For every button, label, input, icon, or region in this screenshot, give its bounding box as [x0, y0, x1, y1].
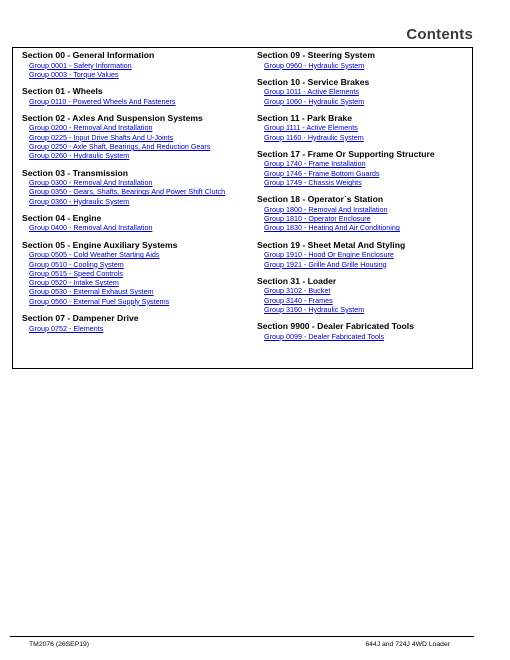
group-link[interactable]: Group 1749 - Chassis Weights: [264, 178, 362, 188]
toc-section: [257, 194, 471, 232]
section-title: Section 11 - Park Brake: [257, 112, 353, 123]
group-link[interactable]: Group 1746 - Frame Bottom Guards: [264, 168, 380, 178]
group-link[interactable]: Group 0225 - Input Drive Shafts And U-Joints: [29, 132, 174, 142]
section-title: Section 31 - Loader: [257, 275, 337, 286]
section-title: Section 01 - Wheels: [22, 86, 103, 97]
group-link[interactable]: Group 0099 - Dealer Fabricated Tools: [264, 331, 385, 341]
section-title: Section 09 - Steering System: [257, 50, 375, 60]
group-link[interactable]: Group 1740 - Frame Installation: [264, 159, 366, 169]
group-link[interactable]: Group 0505 - Cold Weather Starting Aids: [29, 250, 160, 260]
table-of-contents: [12, 47, 473, 369]
toc-section: [257, 77, 471, 106]
toc-left-column: [22, 50, 252, 340]
toc-section: [22, 313, 252, 333]
group-link[interactable]: Group 0110 - Powered Wheels And Fasteners: [29, 96, 176, 106]
section-title: Section 02 - Axles And Suspension Systems: [22, 112, 203, 123]
footer-model: 644J and 724J 4WD Loader: [365, 641, 450, 648]
footer-divider: [10, 636, 474, 637]
section-title: Section 19 - Sheet Metal And Styling: [257, 239, 406, 250]
toc-section: [257, 50, 471, 70]
section-title: Section 04 - Engine: [22, 212, 102, 223]
group-link[interactable]: Group 1810 - Operator Enclosure: [264, 214, 371, 224]
toc-section: [22, 213, 252, 233]
group-link[interactable]: Group 0510 - Cooling System: [29, 259, 124, 269]
group-link[interactable]: Group 0960 - Hydraulic System: [264, 60, 365, 70]
toc-section: [22, 50, 252, 79]
group-link[interactable]: Group 1060 - Hydraulic System: [264, 96, 365, 106]
toc-section: [22, 168, 252, 206]
toc-section: [22, 113, 252, 161]
group-link[interactable]: Group 0560 - External Fuel Supply Systems: [29, 296, 170, 306]
group-link[interactable]: Group 0003 - Torque Values: [29, 69, 119, 79]
toc-section: [22, 240, 252, 306]
group-link[interactable]: Group 3140 - Frames: [264, 295, 333, 305]
section-title: Section 10 - Service Brakes: [257, 76, 370, 87]
toc-section: [257, 113, 471, 142]
page-title: Contents: [406, 26, 473, 43]
group-link[interactable]: Group 0350 - Gears, Shafts, Bearings And Power Shift Clutch: [29, 187, 226, 197]
toc-section: [257, 276, 471, 314]
toc-section: [22, 86, 252, 106]
group-link[interactable]: Group 0400 - Removal And Installation: [29, 223, 153, 233]
group-link[interactable]: Group 1160 - Hydraulic System: [264, 132, 364, 142]
group-link[interactable]: Group 1910 - Hood Or Engine Enclosure: [264, 250, 394, 260]
section-title: Section 18 - Operator`s Station: [257, 194, 384, 205]
toc-section: [257, 321, 471, 341]
group-link[interactable]: Group 3160 - Hydraulic System: [264, 304, 365, 314]
group-link[interactable]: Group 1830 - Heating And Air Conditioning: [264, 223, 400, 233]
footer-doc-id: TM2076 (26SEP19): [29, 641, 90, 648]
section-title: Section 03 - Transmission: [22, 167, 129, 178]
group-link[interactable]: Group 0001 - Safety Information: [29, 60, 132, 70]
group-link[interactable]: Group 1111 - Active Elements: [264, 123, 358, 133]
toc-right-column: [257, 50, 471, 348]
group-link[interactable]: Group 0200 - Removal And Installation: [29, 123, 153, 133]
group-link[interactable]: Group 1011 - Active Elements: [264, 87, 359, 97]
group-link[interactable]: Group 1800 - Removal And Installation: [264, 204, 388, 214]
group-link[interactable]: Group 3102 - Bucket: [264, 286, 331, 296]
section-title: Section 9900 - Dealer Fabricated Tools: [257, 321, 414, 332]
section-title: Section 05 - Engine Auxiliary Systems: [22, 239, 178, 250]
group-link[interactable]: Group 0752 - Elements: [29, 323, 104, 333]
group-link[interactable]: Group 0515 - Speed Controls: [29, 268, 123, 278]
section-title: Section 17 - Frame Or Supporting Structure: [257, 148, 435, 159]
toc-section: [257, 240, 471, 269]
group-link[interactable]: Group 0360 - Hydraulic System: [29, 196, 130, 206]
group-link[interactable]: Group 0250 - Axle Shaft, Bearings, And Reduction Gears: [29, 141, 211, 151]
section-title: Section 00 - General Information: [22, 50, 155, 60]
toc-section: [257, 149, 471, 187]
group-link[interactable]: Group 0260 - Hydraulic System: [29, 151, 130, 161]
group-link[interactable]: Group 0520 - Intake System: [29, 278, 119, 288]
group-link[interactable]: Group 1921 - Grille And Grille Housing: [264, 259, 387, 269]
section-title: Section 07 - Dampener Drive: [22, 313, 139, 324]
group-link[interactable]: Group 0530 - External Exhaust System: [29, 287, 154, 297]
group-link[interactable]: Group 0300 - Removal And Installation: [29, 178, 153, 188]
